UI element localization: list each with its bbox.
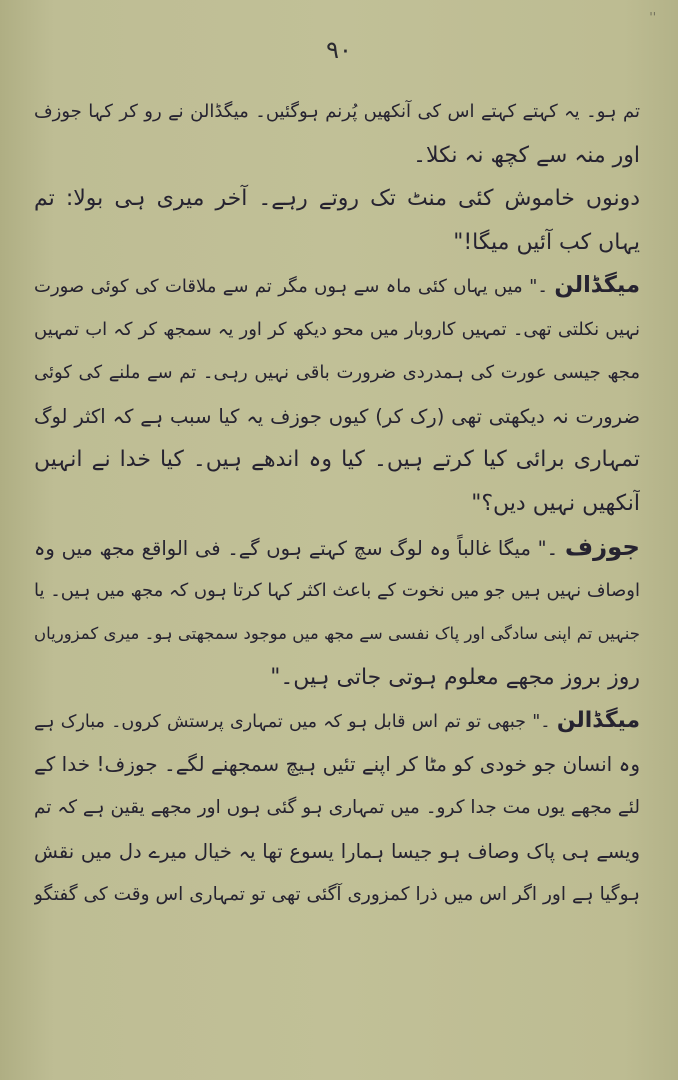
text-line: نہیں نکلتی تھی۔ تمہیں کاروبار میں محو دیکھ کر اور یہ سمجھ کر کہ اب تمہیں bbox=[34, 318, 640, 340]
text-line: اور منہ سے کچھ نہ نکلا۔ bbox=[413, 142, 640, 168]
text-line: مجھ جیسی عورت کی ہمدردی ضرورت باقی نہیں رہی۔ تم سے ملنے کی کوئی bbox=[34, 362, 640, 383]
text-line: دونوں خاموش کئی منٹ تک روتے رہے۔ آخر میری ہی بولا: تم bbox=[34, 186, 640, 211]
page-number: ۹۰ bbox=[326, 36, 352, 64]
text-line: جنہیں تم اپنی سادگی اور پاک نفسی سے مجھ میں موجود سمجھتی ہو۔ میری کمزوریاں bbox=[34, 624, 640, 643]
text-line: لئے مجھے یوں مت جدا کرو۔ میں تمہاری ہو گئی ہوں اور مجھے یقین ہے کہ تم bbox=[34, 797, 640, 818]
text-line: تمہاری برائی کیا کرتے ہیں۔ کیا وہ اندھے ہیں۔ کیا خدا نے انہیں bbox=[34, 447, 640, 472]
corner-mark: '' bbox=[649, 10, 656, 24]
dialogue-line: میگڈالن ۔" جبھی تو تم اس قابل ہو کہ میں تمہاری پرستش کروں۔ مبارک ہے bbox=[34, 708, 640, 733]
speaker-name: میگڈالن bbox=[556, 708, 640, 733]
text-line: آنکھیں نہیں دیں؟" bbox=[471, 490, 640, 516]
text-line: یہاں کب آئیں میگا!" bbox=[453, 229, 640, 255]
text-line: ویسے ہی پاک وصاف ہو جیسا ہمارا یسوع تھا یہ خیال میرے دل میں نقش bbox=[34, 839, 640, 863]
text-line: ہوگیا ہے اور اگر اس میں ذرا کمزوری آگئی تھی تو تمہاری اس وقت کی گفتگو bbox=[34, 884, 640, 905]
speaker-name: جوزف bbox=[564, 532, 640, 561]
text-line: وہ انسان جو خودی کو مٹا کر اپنے تئیں ہیچ سمجھنے لگے۔ جوزف! خدا کے bbox=[34, 751, 640, 776]
text-line: تم ہو۔ یہ کہتے کہتے اس کی آنکھیں پُرنم ہوگئیں۔ میگڈالن نے رو کر کہا جوزف bbox=[34, 101, 640, 122]
text-line: ضرورت نہ دیکھتی تھی (رک کر) کیوں جوزف یہ کیا سبب ہے کہ اکثر لوگ bbox=[34, 404, 640, 428]
page-text bbox=[34, 90, 640, 917]
text-line: روز بروز مجھے معلوم ہوتی جاتی ہیں۔" bbox=[270, 664, 640, 690]
dialogue-line: میگڈالن ۔" میں یہاں کئی ماہ سے ہوں مگر تم سے ملاقات کی کوئی صورت bbox=[34, 272, 640, 298]
speaker-name: میگڈالن bbox=[554, 272, 640, 298]
text-line: اوصاف نہیں ہیں جو میں نخوت کے باعث اکثر کہا کرتا ہوں کہ مجھ میں ہیں۔ یا bbox=[34, 579, 640, 601]
dialogue-line: جوزف ۔" میگا غالباً وہ لوگ سچ کہتے ہوں گے۔ فی الواقع مجھ میں وہ bbox=[34, 532, 640, 561]
